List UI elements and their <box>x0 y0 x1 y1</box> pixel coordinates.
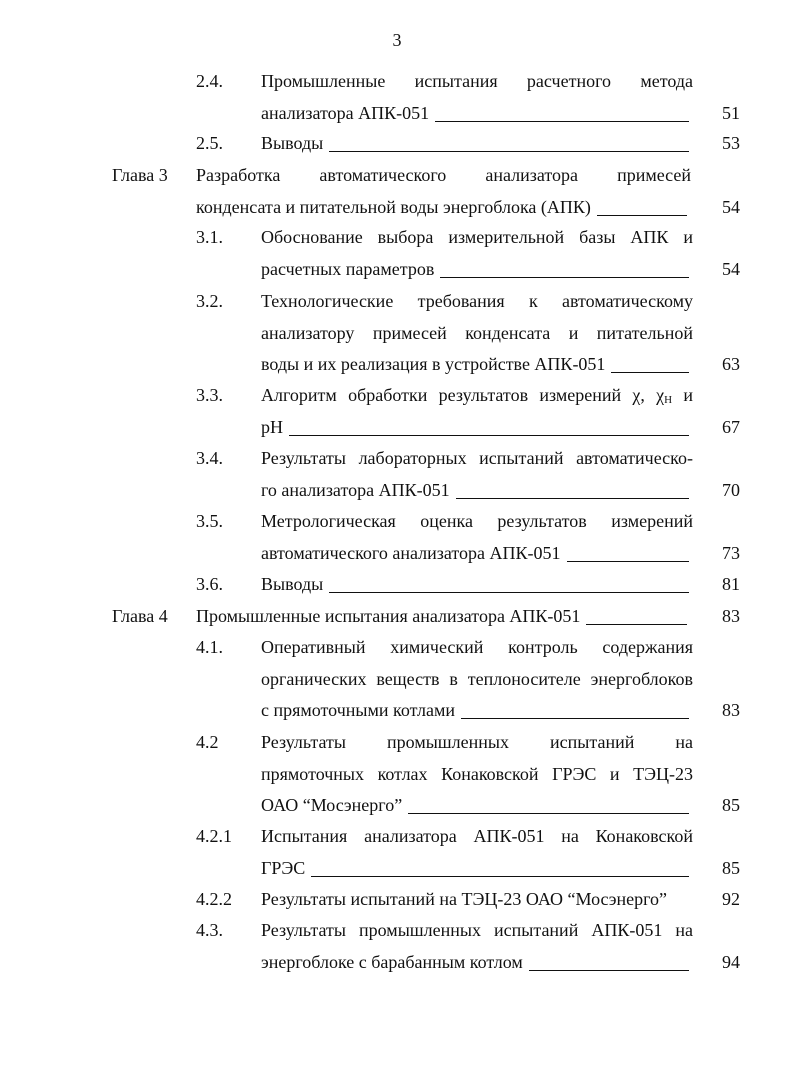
section-number: 4.1. <box>196 637 223 657</box>
dot-leader <box>586 624 687 625</box>
section-number: 2.5. <box>196 133 223 153</box>
toc-line <box>0 664 794 696</box>
toc-entry <box>0 380 794 443</box>
section-number: 3.1. <box>196 227 223 247</box>
dot-leader <box>311 876 689 877</box>
entry-title-last-line <box>261 98 693 130</box>
toc-entry <box>0 128 794 160</box>
toc-line <box>0 695 794 727</box>
section-number: 3.6. <box>196 574 223 594</box>
section-number: 4.2.2 <box>196 889 232 909</box>
entry-title-last-line <box>261 538 693 570</box>
entry-title-line: анализатору примесей конденсата и питательной <box>261 322 693 343</box>
page-ref: 73 <box>722 542 740 563</box>
toc-entry <box>0 569 794 601</box>
entry-title-last-line <box>261 790 693 822</box>
toc-entry <box>0 443 794 506</box>
toc-line <box>0 128 794 160</box>
page-ref: 85 <box>722 857 740 878</box>
page-ref: 92 <box>722 889 740 909</box>
dot-leader <box>289 435 689 436</box>
entry-title-last-line <box>261 349 693 381</box>
page-ref: 94 <box>722 951 740 972</box>
page-ref: 51 <box>722 102 740 123</box>
toc-line <box>0 222 794 254</box>
entry-title-line: Разработка автоматического анализатора примесей <box>196 165 691 185</box>
entry-title-last-line <box>196 192 691 224</box>
toc-line <box>0 66 794 98</box>
dot-leader <box>461 718 689 719</box>
entry-title-text: расчетных параметров <box>261 258 435 279</box>
toc-line <box>0 254 794 286</box>
toc-entry <box>0 727 794 822</box>
toc-line <box>0 853 794 885</box>
section-number: 3.2. <box>196 291 223 311</box>
dot-leader <box>611 372 689 373</box>
chapter-label: Глава 4 <box>112 606 168 626</box>
entry-title-line: органических веществ в теплоносителе энергоблоков <box>261 668 693 689</box>
entry-title-line: прямоточных котлах Конаковской ГРЭС и ТЭЦ-23 <box>261 763 693 784</box>
toc-line <box>0 98 794 130</box>
section-number: 2.4. <box>196 71 223 91</box>
page-ref: 83 <box>722 700 740 721</box>
toc-line <box>0 569 794 601</box>
section-number: 4.2.1 <box>196 826 232 846</box>
section-number: 4.3. <box>196 920 223 940</box>
toc-line <box>0 506 794 538</box>
dot-leader <box>440 277 689 278</box>
page-number: 3 <box>392 30 402 50</box>
entry-title-text: Выводы <box>261 133 324 153</box>
entry-title-last-line <box>261 412 693 444</box>
entry-title-text: Выводы <box>261 574 324 594</box>
toc-line <box>0 192 794 224</box>
toc-line <box>0 821 794 853</box>
page-ref: 85 <box>722 795 740 816</box>
entry-title-text: ОАО “Мосэнерго” <box>261 795 403 816</box>
section-number: 3.4. <box>196 448 223 468</box>
page-ref: 83 <box>722 606 740 626</box>
entry-title-text: pH <box>261 416 283 437</box>
page-ref: 67 <box>722 416 740 437</box>
toc-line <box>0 727 794 759</box>
entry-title-last-line <box>261 569 693 601</box>
page-ref: 70 <box>722 479 740 500</box>
section-number: 4.2 <box>196 732 219 752</box>
entry-title-line: Результаты промышленных испытаний АПК-051 на <box>261 920 693 940</box>
toc-line <box>0 412 794 444</box>
entry-title-last-line <box>261 947 693 979</box>
entry-title-text: конденсата и питательной воды энергоблока (АПК) <box>196 196 591 217</box>
toc-entry <box>0 821 794 884</box>
toc-line <box>0 632 794 664</box>
dot-leader <box>529 970 689 971</box>
toc-line <box>0 160 794 192</box>
entry-title-line: Алгоритм обработки результатов измерений χ, $\chi_Н$ и <box>261 385 694 406</box>
toc-entry <box>0 160 794 223</box>
entry-title-last-line <box>261 695 693 727</box>
toc-line <box>0 759 794 791</box>
toc-entry <box>0 915 794 978</box>
entry-title-text: ГРЭС <box>261 857 306 878</box>
entry-title-last-line <box>261 853 693 885</box>
dot-leader <box>597 215 687 216</box>
toc-entry <box>0 632 794 727</box>
toc-line <box>0 538 794 570</box>
toc-line <box>0 380 794 412</box>
toc-line <box>0 790 794 822</box>
toc-line <box>0 318 794 350</box>
toc-entry <box>0 66 794 129</box>
entry-title-line: Результаты лабораторных испытаний автоматическо- <box>261 448 693 468</box>
entry-title-last-line <box>261 475 693 507</box>
chapter-label: Глава 3 <box>112 165 168 185</box>
page-ref: 53 <box>722 133 740 153</box>
toc-entry <box>0 222 794 285</box>
dot-leader <box>329 592 689 593</box>
entry-title-line: Метрологическая оценка результатов измерений <box>261 511 693 531</box>
entry-title-text: Результаты испытаний на ТЭЦ-23 ОАО “Мосэнерго” <box>261 889 667 909</box>
section-number: 3.3. <box>196 385 223 405</box>
page-ref: 54 <box>722 196 740 217</box>
entry-title-last-line <box>261 884 693 916</box>
entry-title-line: Обоснование выбора измерительной базы АПК и <box>261 227 693 247</box>
toc-line <box>0 443 794 475</box>
dot-leader <box>456 498 689 499</box>
entry-title-line: Промышленные испытания расчетного метода <box>261 71 693 91</box>
toc-entry <box>0 601 794 633</box>
toc-line <box>0 601 794 633</box>
toc-line <box>0 475 794 507</box>
entry-title-line: Оперативный химический контроль содержания <box>261 637 693 657</box>
page-ref: 54 <box>722 258 740 279</box>
toc-line <box>0 286 794 318</box>
toc-entry <box>0 286 794 381</box>
page-ref: 81 <box>722 574 740 594</box>
toc-line <box>0 349 794 381</box>
entry-title-text: анализатора АПК-051 <box>261 102 430 123</box>
entry-title-line: Результаты промышленных испытаний на <box>261 732 693 752</box>
entry-title-last-line <box>196 601 691 633</box>
toc-line <box>0 947 794 979</box>
entry-title-last-line <box>261 128 693 160</box>
entry-title-last-line <box>261 254 693 286</box>
entry-title-text: автоматического анализатора АПК-051 <box>261 542 561 563</box>
dot-leader <box>408 813 689 814</box>
toc-line <box>0 915 794 947</box>
section-number: 3.5. <box>196 511 223 531</box>
entry-title-line: Испытания анализатора АПК-051 на Конаковской <box>261 826 693 846</box>
dot-leader <box>435 121 689 122</box>
entry-title-text: го анализатора АПК-051 <box>261 479 450 500</box>
toc-line <box>0 884 794 916</box>
entry-title-line: Технологические требования к автоматическому <box>261 291 693 311</box>
entry-title-text: воды и их реализация в устройстве АПК-051 <box>261 354 606 375</box>
toc-entry <box>0 506 794 569</box>
dot-leader <box>567 561 690 562</box>
dot-leader <box>329 151 689 152</box>
entry-title-text: с прямоточными котлами <box>261 700 456 721</box>
toc-entry <box>0 884 794 916</box>
entry-title-text: Промышленные испытания анализатора АПК-051 <box>196 606 581 626</box>
entry-title-text: энергоблоке с барабанным котлом <box>261 951 523 972</box>
page-ref: 63 <box>722 354 740 375</box>
